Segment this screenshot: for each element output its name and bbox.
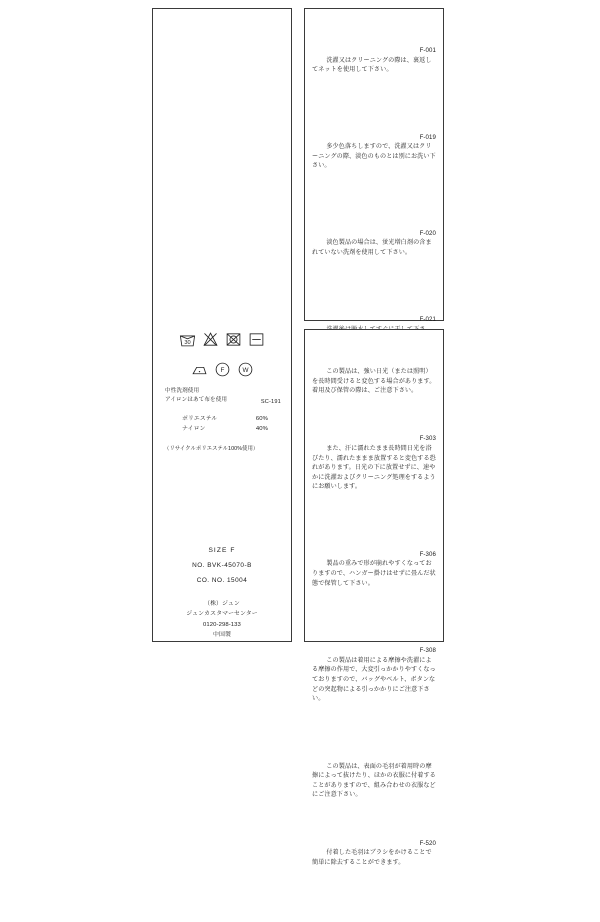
care-instruction-body: この製品は、強い日光（または照明）を長時間受けると変色する場合があります。着用及び保管の際は、ご注意下さい。: [312, 367, 436, 395]
care-instruction-body: 淡色製品の場合は、蛍光増白剤の含まれていない洗剤を使用して下さい。: [312, 239, 432, 256]
care-instruction-item: [312, 219, 436, 286]
care-instruction-code: F-306: [419, 550, 436, 558]
iron-low-symbol: [191, 361, 208, 378]
care-symbols-row-1: [153, 331, 291, 348]
care-instruction-body: この製品は着用による摩擦や洗濯による摩擦の作用で、大変引っかかりやすくなっておりますので、バッグやベルト、ボタンなどの突起物による引っかかりにご注意下さい。: [312, 656, 436, 703]
care-instruction-body: 付着した毛羽はブラシをかけることで簡単に除去することができます。: [312, 849, 432, 866]
size-label: SIZE F: [208, 547, 236, 554]
care-instruction-item: [312, 36, 436, 103]
composition-row: [153, 415, 291, 425]
care-instruction-body: 多少色落ちしますので、洗濯又はクリーニングの際、淡色のものとは別にお洗い下さい。: [312, 143, 436, 170]
composition-material: ポリエステル: [182, 416, 218, 422]
care-instruction-code: F-303: [419, 435, 436, 443]
handling-note-line-2: アイロンはあて布を使用: [165, 396, 228, 403]
care-instruction-item: [312, 357, 436, 405]
wash-30-symbol: [179, 331, 196, 348]
composition-row: [153, 425, 291, 435]
care-instruction-item: [312, 425, 436, 521]
care-instructions-bottom-text: [305, 330, 443, 922]
composition-table: [153, 415, 291, 434]
care-instruction-item: [312, 829, 436, 896]
care-instruction-code: F-021: [419, 316, 436, 324]
no-tumble-dry-symbol: [225, 331, 242, 348]
care-instruction-item: [312, 540, 436, 617]
care-instruction-code: F-020: [419, 229, 436, 237]
care-instruction-body: この製品は、表面の毛羽が着用時の摩擦によって抜けたり、ほかの衣服に付着することがありますので、組み合わせの衣服などにご注意下さい。: [312, 762, 436, 799]
handling-note-line-1: 中性洗剤使用: [165, 388, 200, 394]
care-instruction-code: F-001: [419, 46, 436, 54]
flat-dry-symbol: [248, 331, 265, 348]
care-instructions-panel-bottom: [304, 329, 444, 866]
manufacturer-block: [153, 599, 291, 640]
care-instruction-item: [312, 636, 436, 732]
care-instruction-code: F-520: [419, 839, 436, 847]
care-instructions-panel-top: [304, 8, 444, 324]
co-number: CO. NO. 15004: [196, 577, 248, 584]
svg-text:F: F: [220, 366, 224, 374]
customer-center-name: ジュンカスタマーセンター: [186, 611, 258, 618]
care-instruction-code: F-019: [419, 133, 436, 141]
dry-clean-w-symbol: [237, 361, 254, 378]
svg-text:30: 30: [184, 340, 191, 347]
lot-code: SC-191: [260, 399, 281, 405]
composition-percent: 40%: [255, 425, 268, 432]
composition-percent: 60%: [255, 416, 268, 422]
product-number: NO. BVK-45070-B: [192, 562, 252, 569]
care-instruction-body: 製品の重みで形が崩れやすくなっておりますので、ハンガー掛けはせずに畳んだ状態で保管して下さい。: [312, 560, 436, 587]
svg-text:W: W: [241, 366, 249, 374]
left-label-panel: [152, 8, 292, 642]
care-instruction-body: また、汗に濡れたまま長時間日光を浴びたり、濡れたままま放置すると変色する恐れがあります。日光の下に放置せずに、速やかに洗濯およびクリーニング処理をするようにお願いします。: [312, 444, 436, 491]
care-instruction-code: F-308: [419, 647, 436, 654]
care-symbols-row-2: [153, 361, 291, 378]
country-of-origin: 中国製: [213, 631, 231, 638]
recycled-content-note: （リサイクルポリエステル100%使用）: [164, 446, 259, 452]
handling-note: [165, 387, 227, 404]
care-instruction-body: 洗濯又はクリーニングの際は、裏返してネットを使用して下さい。: [312, 56, 432, 74]
no-bleach-symbol: [202, 331, 219, 348]
care-instruction-item: [312, 752, 436, 810]
composition-material: ナイロン: [182, 425, 206, 432]
manufacturer-name: （株）ジュン: [204, 601, 240, 607]
dry-clean-f-symbol: [214, 361, 231, 378]
customer-center-phone: 0120-298-133: [203, 621, 241, 628]
care-instruction-item: [312, 123, 436, 200]
